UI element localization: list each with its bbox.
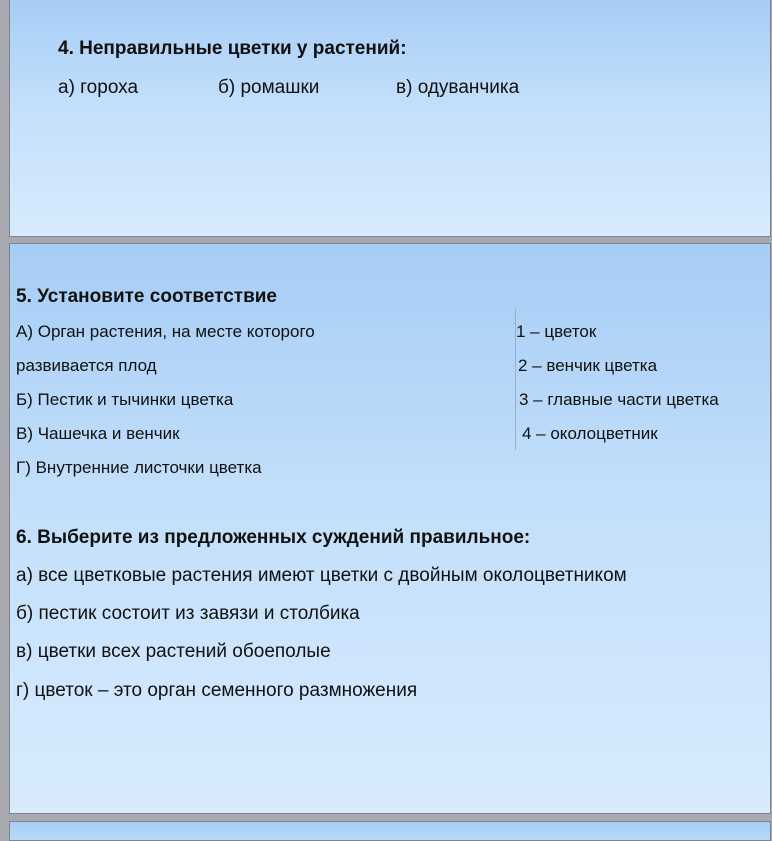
slide-next-partial xyxy=(9,821,771,841)
question-4-title: 4. Неправильные цветки у растений: xyxy=(58,38,407,59)
slide-questions-5-6 xyxy=(9,243,771,814)
question-6-option-a: а) все цветковые растения имеют цветки с двойным околоцветником xyxy=(16,565,627,586)
question-4-option-b: б) ромашки xyxy=(218,77,320,98)
question-4-option-c: в) одуванчика xyxy=(396,77,520,98)
question-6-option-b: б) пестик состоит из завязи и столбика xyxy=(16,603,360,624)
question-6-title: 6. Выберите из предложенных суждений правильное: xyxy=(16,527,531,548)
question-6-option-c: в) цветки всех растений обоеполые xyxy=(16,641,331,662)
question-4-option-a: а) гороха xyxy=(58,77,139,98)
match-right-item-1: 1 – цветок xyxy=(516,322,597,341)
match-right-item-3: 3 – главные части цветка xyxy=(519,390,719,409)
match-right-item-2: 2 – венчик цветка xyxy=(518,356,658,375)
match-left-item-c: В) Чашечка и венчик xyxy=(16,424,180,443)
question-5-title: 5. Установите соответствие xyxy=(16,286,277,307)
match-left-item-d: Г) Внутренние листочки цветка xyxy=(16,458,262,477)
question-6-option-d: г) цветок – это орган семенного размножения xyxy=(16,680,418,701)
match-left-item-a: А) Орган растения, на месте которого xyxy=(16,322,315,341)
match-left-item-a-continued: развивается плод xyxy=(16,356,157,375)
match-right-item-4: 4 – околоцветник xyxy=(522,424,658,443)
slide-question-4 xyxy=(9,0,771,237)
match-left-item-b: Б) Пестик и тычинки цветка xyxy=(16,390,234,409)
